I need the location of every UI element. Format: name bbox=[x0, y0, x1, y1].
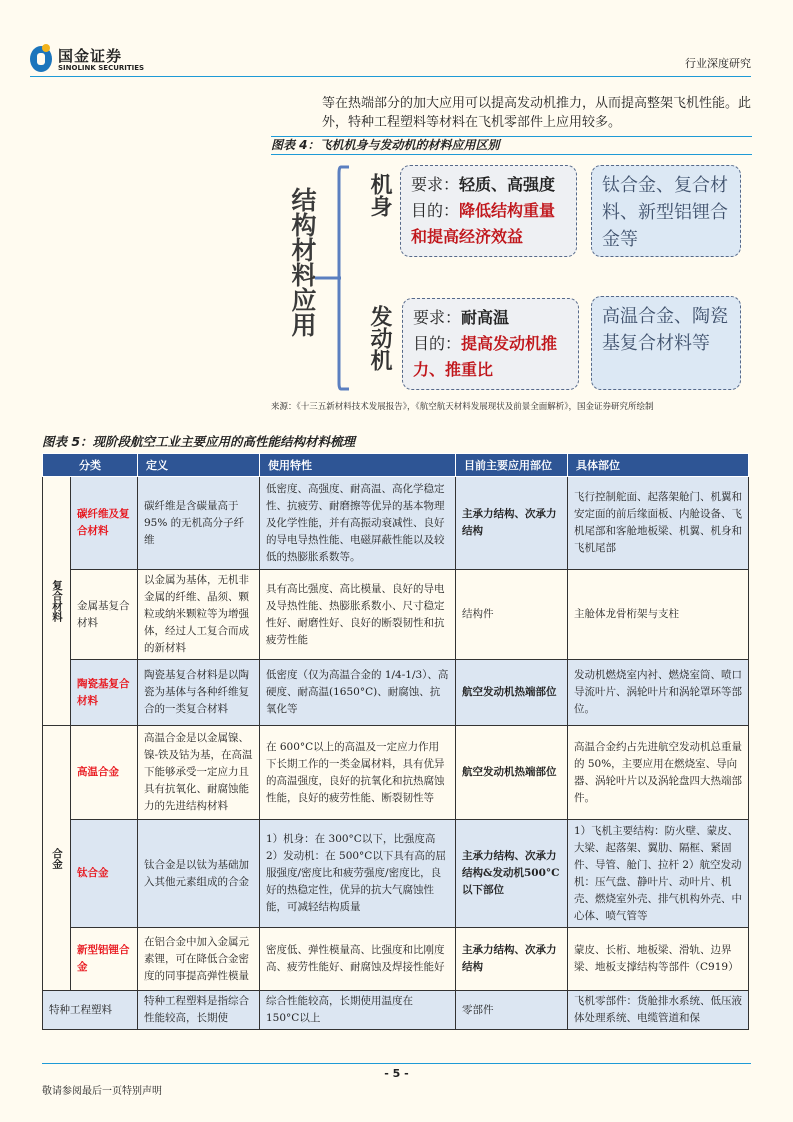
main-use: 主承力结构、次承力结构 bbox=[456, 928, 568, 991]
properties: 综合性能较高，长期使用温度在 150°C以上 bbox=[260, 991, 456, 1030]
root-label: 结构材料应用 bbox=[288, 187, 317, 337]
detail-parts: 1）飞机主要结构：防火壁、蒙皮、大梁、起落架、翼肋、隔框、紧固件、导管、舱门、拉杆 2）航空发动机：压气盘、静叶片、动叶片、机壳、燃烧室外壳、排气机构外壳、中心体、喷气管等 bbox=[568, 820, 749, 928]
detail-parts: 飞机零部件：货舱排水系统、低压液体处理系统、电缆管道和保 bbox=[568, 991, 749, 1030]
detail-parts: 高温合金约占先进航空发动机总重量的 50%，主要应用在燃烧室、导向器、涡轮叶片以及涡轮盘四大热端部件。 bbox=[568, 726, 749, 820]
req-label: 要求： bbox=[413, 308, 462, 327]
material-name: 碳纤维及复合材料 bbox=[71, 477, 138, 570]
material-name: 高温合金 bbox=[71, 726, 138, 820]
main-use: 主承力结构、次承力结构 bbox=[456, 477, 568, 570]
detail-parts: 飞行控制舵面、起落架舱门、机翼和安定面的前后缘面板、内舱设备、飞机尾部和客舱地板梁、机翼、机身和飞机尾部 bbox=[568, 477, 749, 570]
body-req: 轻质、高强度 bbox=[459, 175, 556, 194]
table-row bbox=[43, 991, 749, 1030]
figure5-caption: 图表 5：现阶段航空工业主要应用的高性能结构材料梳理 bbox=[42, 434, 356, 449]
page-number: - 5 - bbox=[384, 1067, 409, 1080]
material-name: 钛合金 bbox=[71, 820, 138, 928]
detail-parts: 主舱体龙骨桁架与支柱 bbox=[568, 570, 749, 660]
definition: 在铝合金中加入金属元素锂，可在降低合金密度的同事提高弹性模量 bbox=[138, 928, 260, 991]
properties: 低密度、高强度、耐高温、高化学稳定性、抗疲劳、耐磨擦等优异的基本物理及化学性能，并有高振动衰减性、良好的导电导热性能、电磁屏蔽性能以及较低的热膨胀系数等。 bbox=[260, 477, 456, 570]
figure4-source: 来源：《十三五新材料技术发展报告》，《航空航天材料发展现状及前景全面解析》，国金证券研究所绘制 bbox=[271, 402, 654, 412]
col-header: 定义 bbox=[138, 454, 260, 477]
logo-cn: 国金证券 bbox=[58, 47, 123, 65]
material-name: 新型铝锂合金 bbox=[71, 928, 138, 991]
materials-table bbox=[42, 453, 749, 1030]
figure4-caption: 图表 4：飞机机身与发动机的材料应用区别 bbox=[271, 136, 752, 155]
section-label: 行业深度研究 bbox=[685, 57, 751, 70]
main-use: 零部件 bbox=[456, 991, 568, 1030]
logo-dot-icon bbox=[42, 44, 50, 52]
material-name: 特种工程塑料 bbox=[43, 991, 138, 1030]
definition: 碳纤维是含碳量高于 95% 的无机高分子纤维 bbox=[138, 477, 260, 570]
definition: 特种工程塑料是指综合性能较高，长期使 bbox=[138, 991, 260, 1030]
sinolink-logo bbox=[28, 44, 148, 74]
disclaimer: 敬请参阅最后一页特别声明 bbox=[42, 1086, 162, 1097]
definition: 陶瓷基复合材料是以陶瓷为基体与各种纤维复合的一类复合材料 bbox=[138, 660, 260, 726]
detail-parts: 发动机燃烧室内衬、燃烧室筒、喷口导流叶片、涡轮叶片和涡轮罩环等部位。 bbox=[568, 660, 749, 726]
logo-en: SINOLINK SECURITIES bbox=[58, 64, 145, 72]
main-use: 航空发动机热端部位 bbox=[456, 660, 568, 726]
properties: 低密度（仅为高温合金的 1/4-1/3）、高硬度、耐高温(1650°C)、耐腐蚀、抗氧化等 bbox=[260, 660, 456, 726]
engine-label: 发动机 bbox=[367, 305, 392, 371]
body-materials-box: 钛合金、复合材料、新型铝锂合金等 bbox=[591, 165, 741, 257]
table-row bbox=[43, 477, 749, 570]
detail-parts: 蒙皮、长桁、地板梁、滑轨、边界梁、地板支撑结构等部件（C919） bbox=[568, 928, 749, 991]
body-goal: 降低结构重量和提高经济效益 bbox=[411, 201, 556, 246]
req-label: 要求： bbox=[411, 175, 460, 194]
main-use: 主承力结构、次承力结构&发动机500°C以下部位 bbox=[456, 820, 568, 928]
properties: 在 600°C以上的高温及一定应力作用下长期工作的一类金属材料，具有优异的高温强度，良好的抗氧化和抗热腐蚀性能，良好的疲劳性能、断裂韧性等 bbox=[260, 726, 456, 820]
engine-req: 耐高温 bbox=[461, 308, 510, 327]
main-use: 航空发动机热端部位 bbox=[456, 726, 568, 820]
engine-goal: 提高发动机推力、推重比 bbox=[413, 334, 558, 379]
table-row bbox=[43, 820, 749, 928]
figure4-diagram bbox=[271, 155, 752, 395]
goal-label: 目的： bbox=[411, 201, 460, 220]
engine-requirements-box bbox=[402, 298, 579, 390]
intro-paragraph: 等在热端部分的加大应用可以提高发动机推力，从而提高整架飞机性能。此外，特种工程塑料等材料在飞机零部件上应用较多。 bbox=[322, 96, 752, 130]
goal-label: 目的： bbox=[413, 334, 462, 353]
main-use: 结构件 bbox=[456, 570, 568, 660]
table-header bbox=[43, 454, 749, 477]
col-header: 目前主要应用部位 bbox=[456, 454, 568, 477]
col-header: 使用特性 bbox=[260, 454, 456, 477]
col-header: 具体部位 bbox=[568, 454, 749, 477]
bracket-icon bbox=[311, 163, 361, 393]
table-row bbox=[43, 570, 749, 660]
group-composites: 复合材料 bbox=[43, 477, 71, 726]
properties: 1）机身：在 300°C以下，比强度高 2）发动机：在 500°C以下具有高的屈服强度/密度比和疲劳强度/密度比，良好的热稳定性，优异的抗大气腐蚀性能，可减轻结构质量 bbox=[260, 820, 456, 928]
body-requirements-box bbox=[400, 165, 577, 257]
material-name: 金属基复合材料 bbox=[71, 570, 138, 660]
table-row bbox=[43, 726, 749, 820]
properties: 密度低、弹性模量高、比强度和比刚度高、疲劳性能好、耐腐蚀及焊接性能好 bbox=[260, 928, 456, 991]
table-row bbox=[43, 660, 749, 726]
definition: 钛合金是以钛为基础加入其他元素组成的合金 bbox=[138, 820, 260, 928]
header-divider bbox=[30, 76, 751, 77]
col-header: 分类 bbox=[43, 454, 138, 477]
definition: 高温合金是以金属镍、镍-铁及钴为基，在高温下能够承受一定应力且具有抗氧化、耐腐蚀能力的先进结构材料 bbox=[138, 726, 260, 820]
body-label: 机身 bbox=[367, 173, 392, 217]
material-name: 陶瓷基复合材料 bbox=[71, 660, 138, 726]
group-alloys: 合金 bbox=[43, 726, 71, 991]
table-row bbox=[43, 928, 749, 991]
definition: 以金属为基体，无机非金属的纤维、晶须、颗粒或纳米颗粒等为增强体，经过人工复合而成的新材料 bbox=[138, 570, 260, 660]
engine-materials-box: 高温合金、陶瓷基复合材料等 bbox=[591, 296, 741, 390]
footer-divider bbox=[42, 1063, 751, 1064]
properties: 具有高比强度、高比模量、良好的导电及导热性能、热膨胀系数小、尺寸稳定性好、耐磨性好、良好的断裂韧性和抗疲劳性能 bbox=[260, 570, 456, 660]
